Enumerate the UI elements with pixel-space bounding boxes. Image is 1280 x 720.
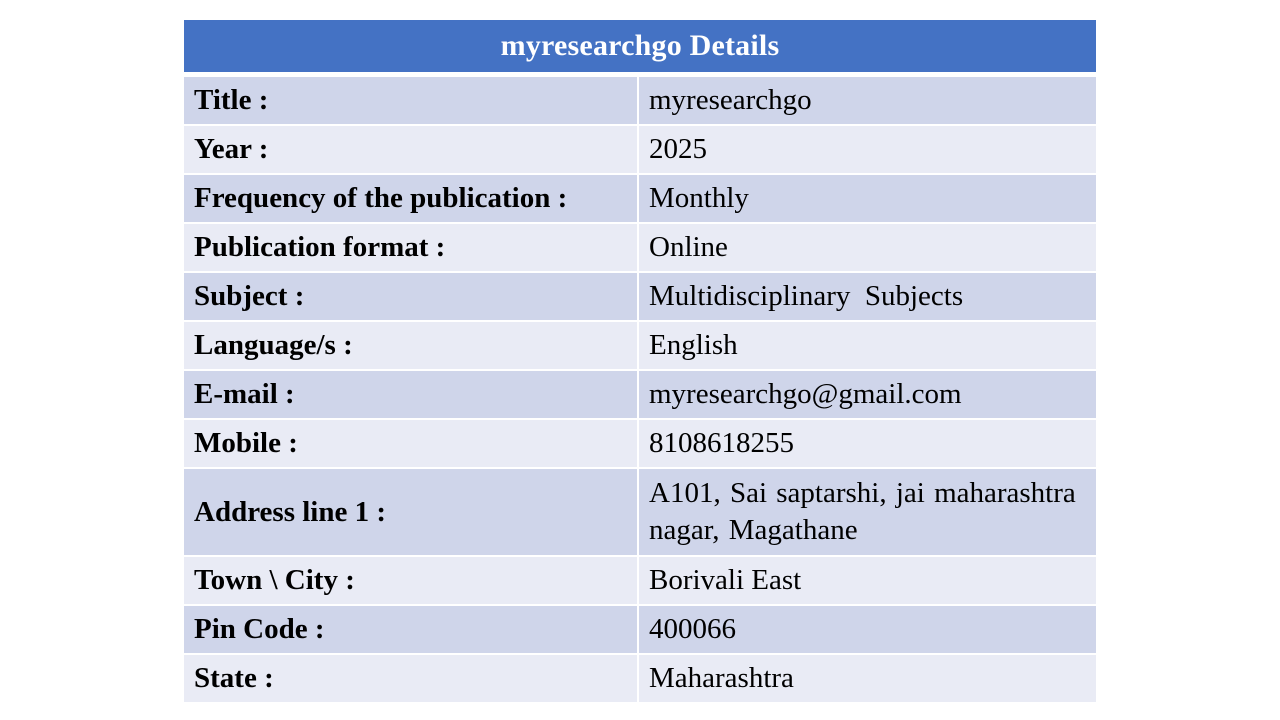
table-row-subject [184,271,1096,320]
table-row-email [184,369,1096,418]
table-row-pincode [184,604,1096,653]
table-row-address [184,467,1096,555]
table-row-mobile [184,418,1096,467]
row-value: Monthly [639,173,1096,222]
row-label: Mobile : [184,418,639,467]
row-value: 400066 [639,604,1096,653]
row-value: Maharashtra [639,653,1096,702]
row-label: Title : [184,75,639,124]
table-row-state [184,653,1096,702]
row-label: Publication format : [184,222,639,271]
row-label: State : [184,653,639,702]
row-value: 8108618255 [639,418,1096,467]
row-label: Town \ City : [184,555,639,604]
row-value: Borivali East [639,555,1096,604]
row-label: Language/s : [184,320,639,369]
row-value: Online [639,222,1096,271]
row-value: Multidisciplinary Subjects [639,271,1096,320]
row-value: myresearchgo [639,75,1096,124]
row-label: Subject : [184,271,639,320]
table-header-row [184,20,1096,75]
row-value: A101, Sai saptarshi, jai maharashtra nagar, Magathane [639,467,1096,555]
details-table [184,20,1096,702]
table-row-year [184,124,1096,173]
row-value: myresearchgo@gmail.com [639,369,1096,418]
row-value: 2025 [639,124,1096,173]
row-label: Frequency of the publication : [184,173,639,222]
table-row-frequency [184,173,1096,222]
row-value: English [639,320,1096,369]
table-row-city [184,555,1096,604]
row-label: E-mail : [184,369,639,418]
table-row-language [184,320,1096,369]
table-title: myresearchgo Details [184,20,1096,75]
table-row-title [184,75,1096,124]
row-label: Pin Code : [184,604,639,653]
table-row-format [184,222,1096,271]
row-label: Address line 1 : [184,467,639,555]
row-label: Year : [184,124,639,173]
